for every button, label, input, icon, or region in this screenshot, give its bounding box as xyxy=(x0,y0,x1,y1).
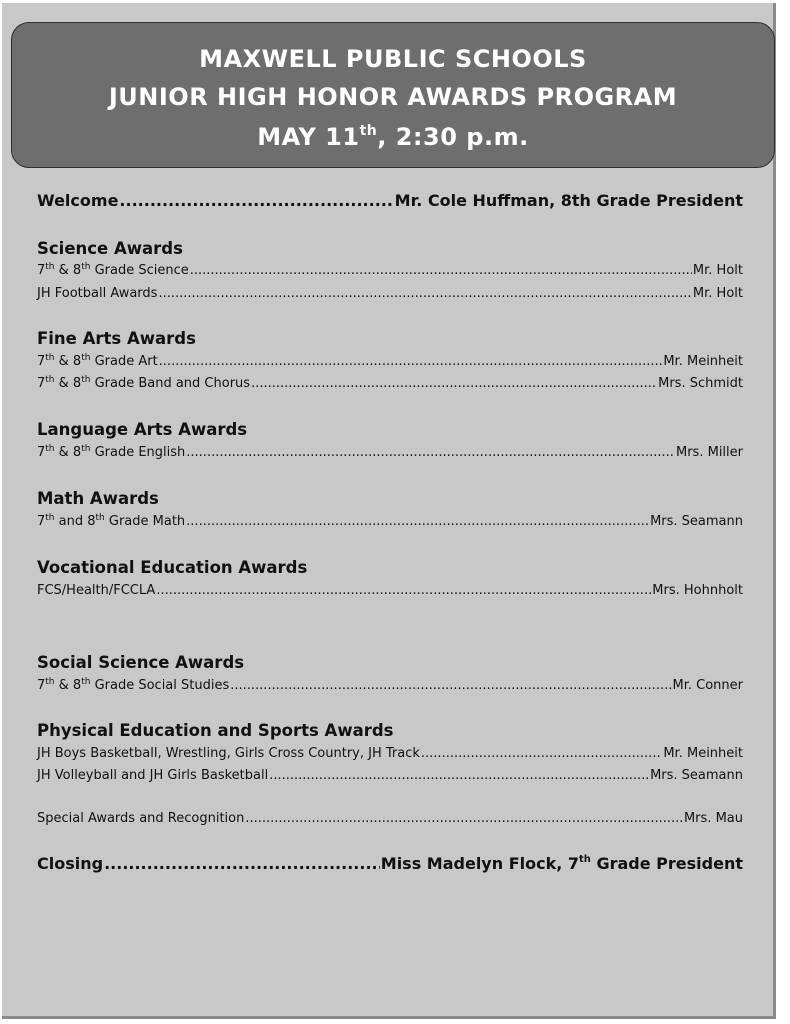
item-person: Mr. Meinheit xyxy=(663,746,743,761)
list-item xyxy=(37,354,743,369)
dot-leader xyxy=(421,746,662,761)
program-page xyxy=(2,3,776,1019)
item-person: Mr. Holt xyxy=(692,286,743,301)
program-header xyxy=(11,22,775,168)
section-title-science: Science Awards xyxy=(37,239,183,258)
list-item xyxy=(37,678,743,693)
program-title: JUNIOR HIGH HONOR AWARDS PROGRAM xyxy=(108,83,678,111)
list-item xyxy=(37,445,743,460)
item-person: Mrs. Schmidt xyxy=(658,376,743,391)
section-title-fine-arts: Fine Arts Awards xyxy=(37,329,196,348)
section-title-math: Math Awards xyxy=(37,489,159,508)
dot-leader xyxy=(158,286,691,301)
section-title-language-arts: Language Arts Awards xyxy=(37,420,248,439)
item-label: JH Volleyball and JH Girls Basketball xyxy=(37,768,269,783)
closing-label: Closing xyxy=(37,854,104,873)
welcome-row xyxy=(37,191,743,210)
item-label: 7th & 8th Grade English xyxy=(37,444,186,460)
dot-leader xyxy=(245,811,683,826)
dot-leader xyxy=(104,854,380,873)
list-item xyxy=(37,768,743,783)
item-label: 7th & 8th Grade Science xyxy=(37,262,189,278)
dot-leader xyxy=(230,678,671,693)
section-title-pe: Physical Education and Sports Awards xyxy=(37,721,394,740)
dot-leader xyxy=(186,445,675,460)
item-label: 7th & 8th Grade Art xyxy=(37,353,158,369)
dot-leader xyxy=(251,376,657,391)
list-item xyxy=(37,583,743,598)
program-date: MAY 11th, 2:30 p.m. xyxy=(257,123,529,151)
item-label: Special Awards and Recognition xyxy=(37,811,245,826)
item-label: 7th & 8th Grade Social Studies xyxy=(37,677,230,693)
section-title-vocational: Vocational Education Awards xyxy=(37,558,308,577)
closing-person: Miss Madelyn Flock, 7th Grade President xyxy=(380,854,743,873)
item-label: 7th & 8th Grade Band and Chorus xyxy=(37,375,251,391)
dot-leader xyxy=(190,263,692,278)
dot-leader xyxy=(156,583,651,598)
dot-leader xyxy=(269,768,649,783)
welcome-label: Welcome xyxy=(37,191,119,210)
school-name: MAXWELL PUBLIC SCHOOLS xyxy=(199,45,587,73)
item-person: Mrs. Mau xyxy=(683,811,743,826)
item-person: Mr. Meinheit xyxy=(663,354,743,369)
item-person: Mrs. Seamann xyxy=(650,514,743,529)
closing-row xyxy=(37,854,743,873)
item-person: Mr. Conner xyxy=(672,678,743,693)
dot-leader xyxy=(159,354,663,369)
item-label: FCS/Health/FCCLA xyxy=(37,583,156,598)
item-person: Mrs. Hohnholt xyxy=(652,583,743,598)
item-person: Mrs. Miller xyxy=(676,445,743,460)
special-awards-row xyxy=(37,811,743,826)
list-item xyxy=(37,263,743,278)
welcome-person: Mr. Cole Huffman, 8th Grade President xyxy=(394,191,743,210)
dot-leader xyxy=(186,514,649,529)
item-person: Mrs. Seamann xyxy=(650,768,743,783)
item-label: JH Boys Basketball, Wrestling, Girls Cross Country, JH Track xyxy=(37,746,420,761)
item-person: Mr. Holt xyxy=(692,263,743,278)
section-title-social-science: Social Science Awards xyxy=(37,653,245,672)
list-item xyxy=(37,746,743,761)
list-item xyxy=(37,286,743,301)
list-item xyxy=(37,376,743,391)
list-item xyxy=(37,514,743,529)
dot-leader xyxy=(119,191,393,210)
item-label: 7th and 8th Grade Math xyxy=(37,513,186,529)
item-label: JH Football Awards xyxy=(37,286,158,301)
